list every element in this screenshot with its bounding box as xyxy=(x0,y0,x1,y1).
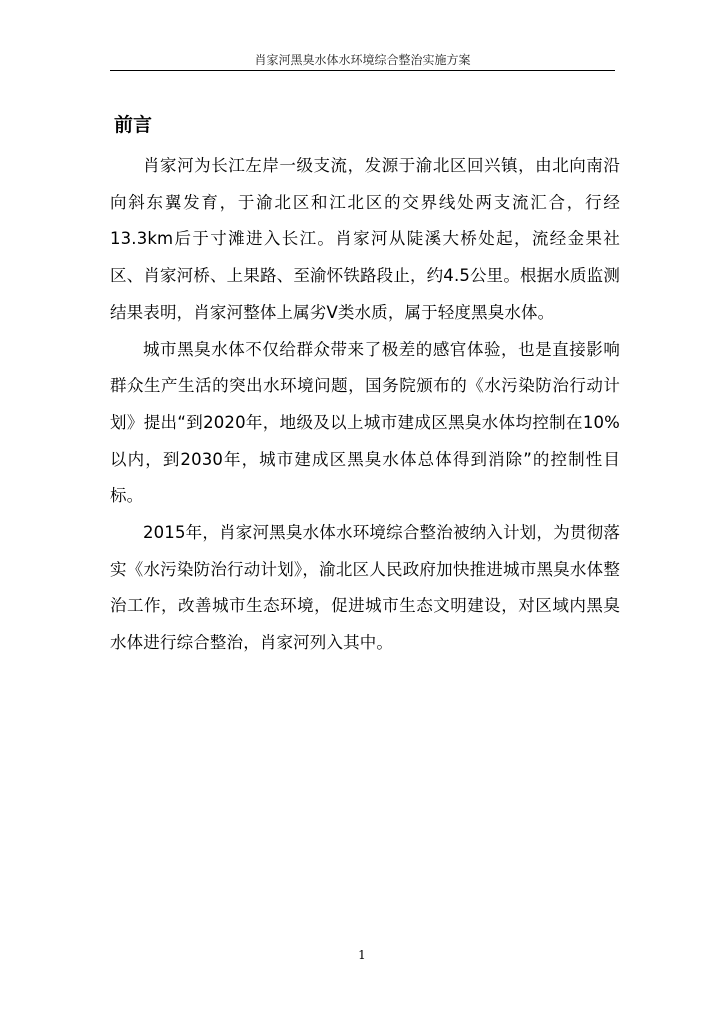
body-text xyxy=(110,148,620,662)
page-number: 1 xyxy=(358,948,366,962)
document-title: 肖家河黑臭水体水环境综合整治实施方案 xyxy=(254,53,471,67)
paragraph-2: 城市黑臭水体不仅给群众带来了极差的感官体验，也是直接影响群众生产生活的突出水环境问题，国务院颁布的《水污染防治行动计划》提出“到2020年，地级及以上城市建成区黑臭水体均控制在10%以内，到2030年，城市建成区黑臭水体总体得到消除”的控制性目标。 xyxy=(110,339,620,506)
section-heading: 前言 xyxy=(114,114,153,136)
paragraph-3: 2015年，肖家河黑臭水体水环境综合整治被纳入计划，为贯彻落实《水污染防治行动计划》，渝北区人民政府加快推进城市黑臭水体整治工作，改善城市生态环境，促进城市生态文明建设，对区域内黑臭水体进行综合整治，肖家河列入其中。 xyxy=(110,523,620,653)
paragraph-1: 肖家河为长江左岸一级支流，发源于渝北区回兴镇，由北向南沿向斜东翼发育，于渝北区和江北区的交界线处两支流汇合，行经13.3km后于寸滩进入长江。肖家河从陡溪大桥处起，流经金果社区、肖家河桥、上果路、至渝怀铁路段止，约4.5公里。根据水质监测结果表明，肖家河整体上属劣Ⅴ类水质，属于轻度黑臭水体。 xyxy=(110,156,620,322)
page-header xyxy=(110,50,615,71)
